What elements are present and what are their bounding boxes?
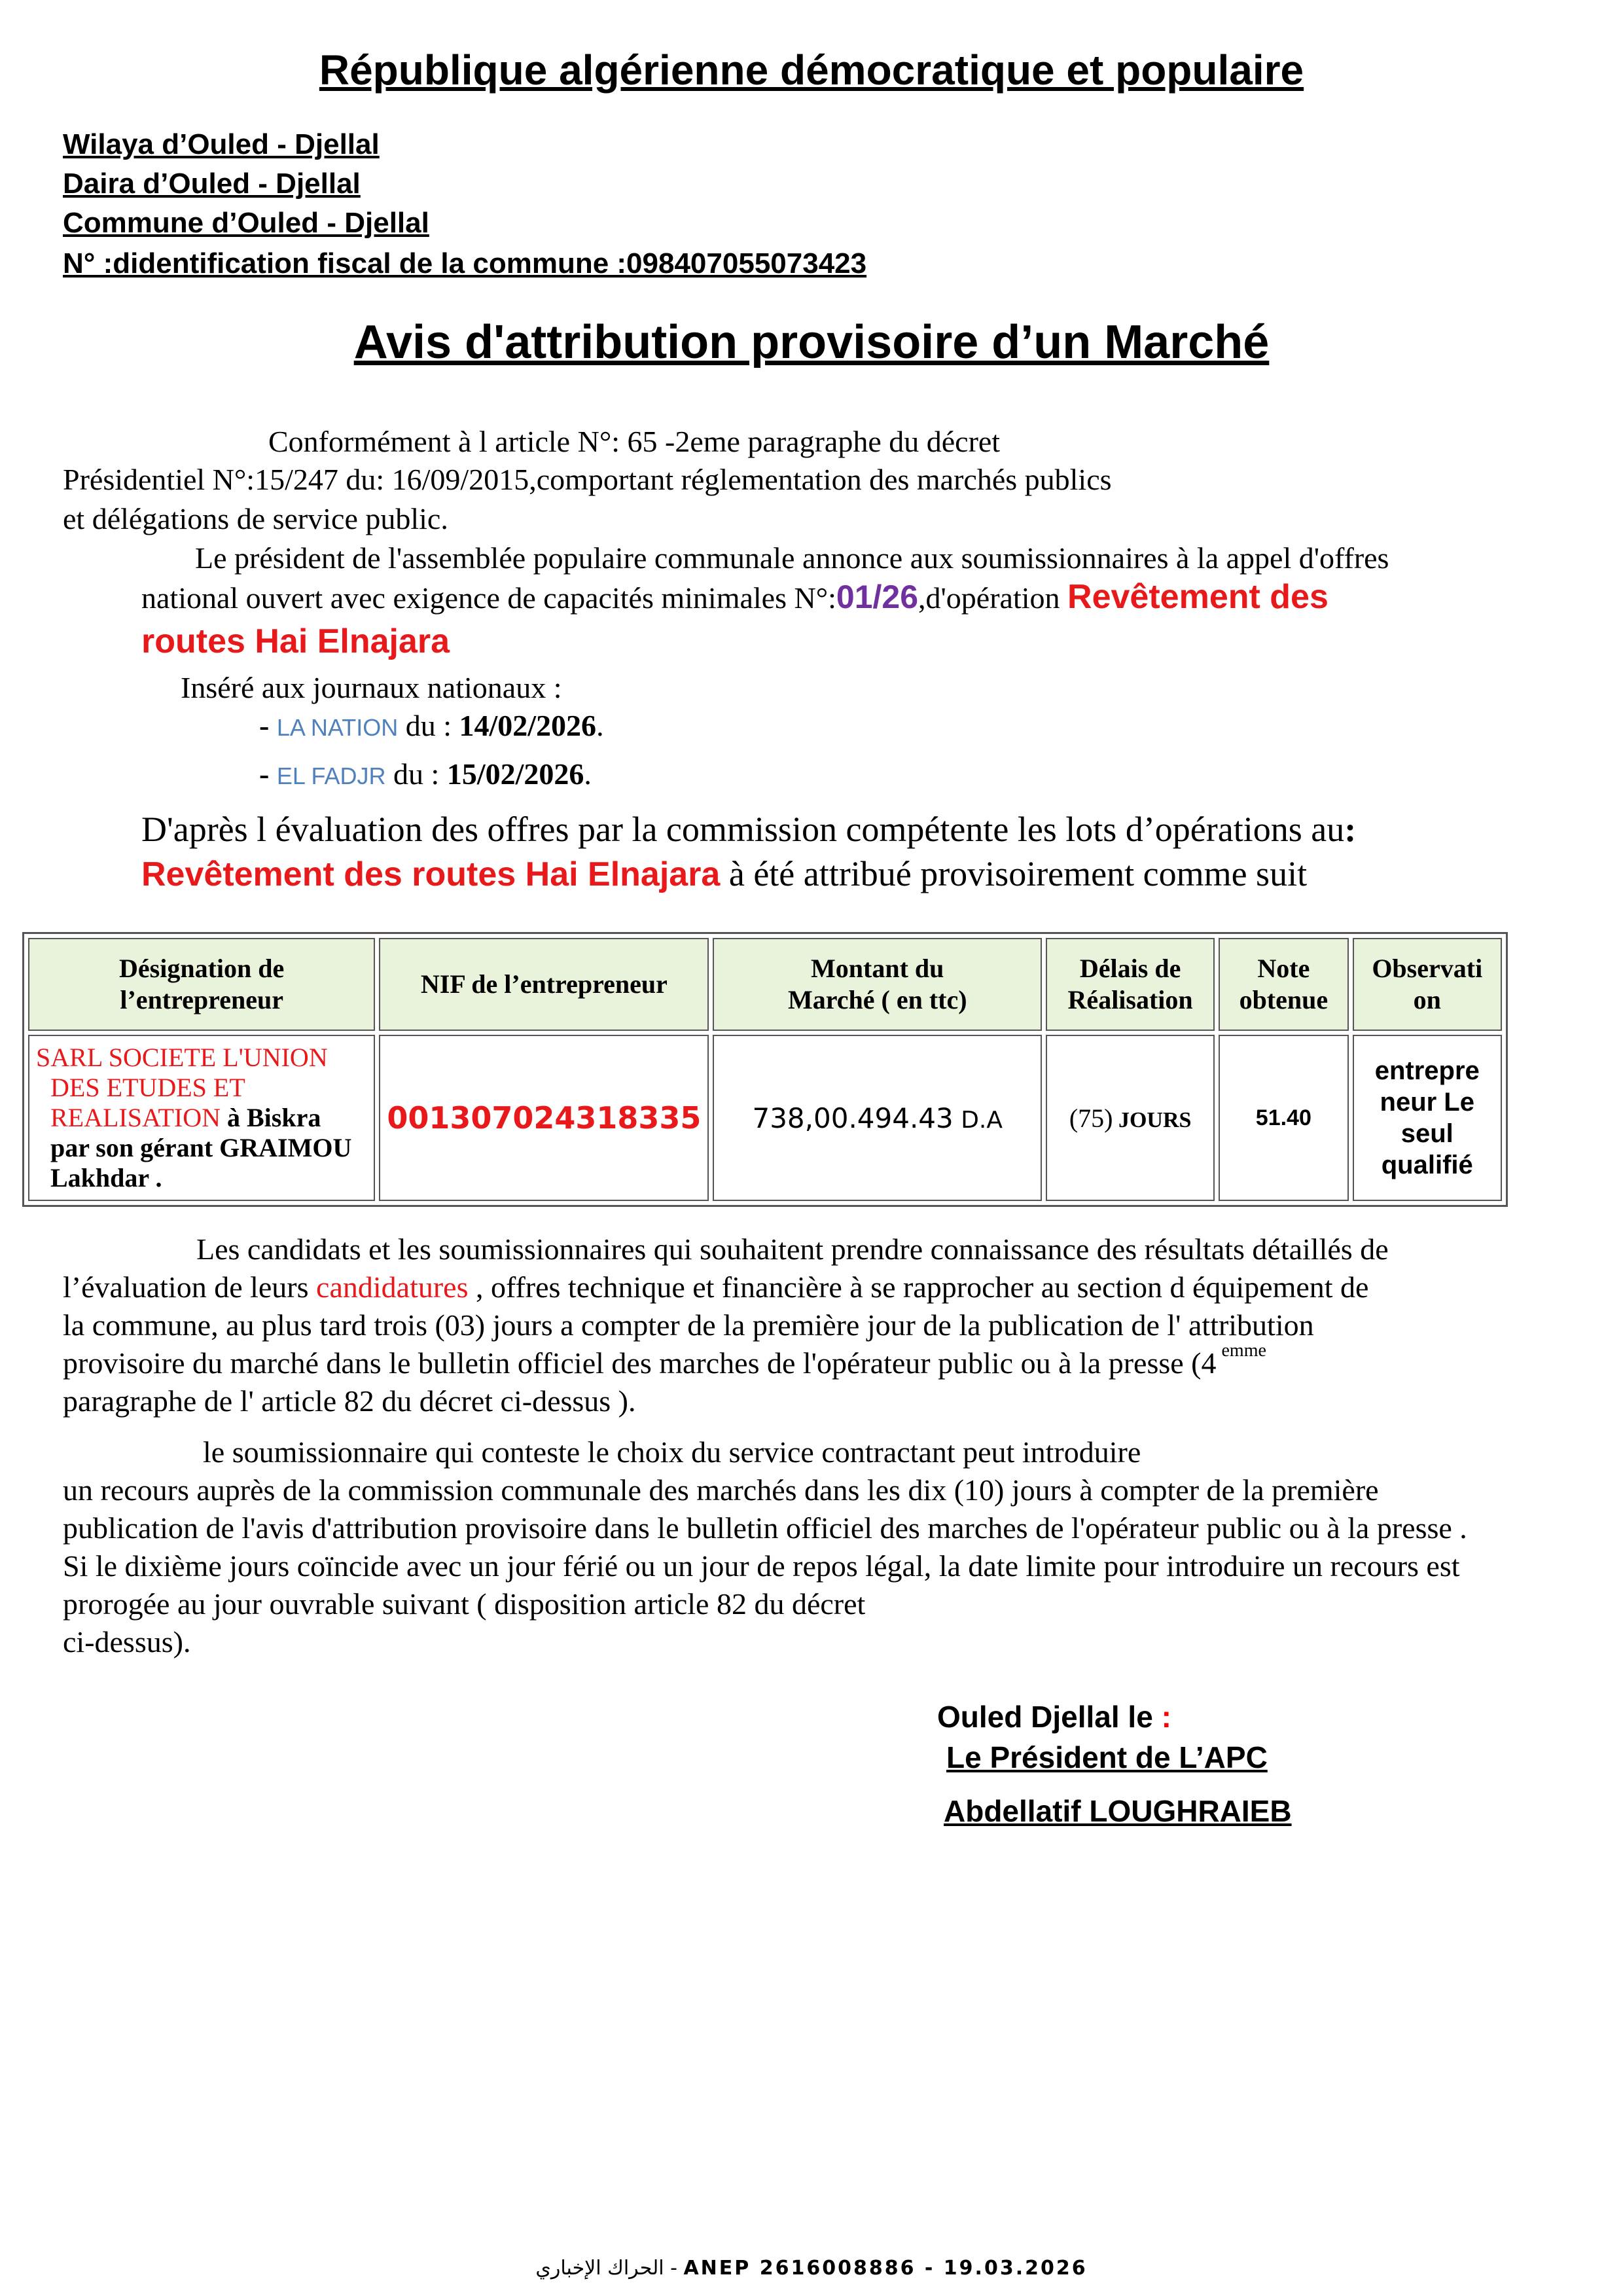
paragraph-2-line-4: Si le dixième jours coïncide avec un jour férié ou un jour de repos légal, la date limite pour introduire un recours est bbox=[63, 1549, 1460, 1583]
republic-title: République algérienne démocratique et populaire bbox=[319, 46, 1304, 94]
evaluation-line-1: D'après l évaluation des offres par la commission compétente les lots d’opérations au: bbox=[141, 810, 1357, 849]
tender-number: 01/26 bbox=[836, 579, 919, 615]
operation-name-part-2: routes Hai Elnajara bbox=[141, 622, 450, 660]
paragraph-1-line-2: l’évaluation de leurs candidatures , offres technique et financière à se rapprocher au section d équipement de bbox=[63, 1270, 1369, 1304]
footer-reference: الحراك الإخباري - ANEP 2616008886 - 19.03.2026 bbox=[535, 2257, 1088, 2280]
paragraph-1-line-3: la commune, au plus tard trois (03) jours a compter de la première jour de la publication de l' attribution bbox=[63, 1308, 1314, 1342]
evaluation-line-2: Revêtement des routes Hai Elnajara à été attribué provisoirement comme suit bbox=[141, 854, 1308, 893]
announce-line-1: Le président de l'assemblée populaire communale annonce aux soumissionnaires à la appel d'offres bbox=[195, 541, 1389, 575]
header-note: Note obtenue bbox=[1219, 938, 1348, 1031]
footer-anep-ref: ANEP 2616008886 - 19.03.2026 bbox=[683, 2257, 1088, 2280]
notice-title: Avis d'attribution provisoire d’un Marché bbox=[353, 316, 1270, 368]
candidatures-word: candidatures bbox=[316, 1270, 469, 1304]
legal-line-1: Conformément à l article N°: 65 -2eme paragraphe du décret bbox=[268, 425, 1001, 458]
award-table bbox=[22, 932, 1508, 1207]
cell-montant: 738,00.494.43 D.A bbox=[713, 1035, 1042, 1201]
cell-observation: entrepre neur Le seul qualifié bbox=[1353, 1035, 1502, 1201]
paragraph-2-line-5: prorogée au jour ouvrable suivant ( disposition article 82 du décret bbox=[63, 1587, 866, 1621]
cell-designation: SARL SOCIETE L'UNION DES ETUDES ET REALISATION à Biskra par son gérant GRAIMOU Lakhdar . bbox=[28, 1035, 375, 1201]
header-delais: Délais de Réalisation bbox=[1046, 938, 1215, 1031]
header-montant: Montant du Marché ( en ttc) bbox=[713, 938, 1042, 1031]
footer-arabic: الحراك الإخباري bbox=[535, 2257, 664, 2280]
paragraph-2-line-3: publication de l'avis d'attribution provisoire dans le bulletin officiel des marches de l'opérateur public ou à la presse . bbox=[63, 1511, 1467, 1545]
cell-delais: (75) JOURS bbox=[1046, 1035, 1215, 1201]
header-nif: NIF de l’entrepreneur bbox=[379, 938, 709, 1031]
table-header-row bbox=[28, 938, 1502, 1031]
journal-1-line: - LA NATION du : 14/02/2026. bbox=[259, 709, 604, 742]
operation-name-part-1: Revêtement des bbox=[1067, 578, 1329, 616]
announce-line-2 bbox=[141, 577, 1329, 617]
signature-role: Le Président de L’APC bbox=[946, 1740, 1268, 1774]
paragraph-1-line-5: paragraphe de l' article 82 du décret ci-dessus ). bbox=[63, 1384, 636, 1418]
journal-1-date: 14/02/2026 bbox=[459, 709, 597, 742]
operation-name-full: Revêtement des routes Hai Elnajara bbox=[141, 855, 721, 893]
paragraph-1-line-1: Les candidats et les soumissionnaires qui souhaitent prendre connaissance des résultats détaillés de bbox=[196, 1232, 1389, 1266]
cell-nif: 001307024318335 bbox=[379, 1035, 709, 1201]
paragraph-2-line-2: un recours auprès de la commission communale des marchés dans les dix (10) jours à compter de la première bbox=[63, 1473, 1379, 1507]
cell-note: 51.40 bbox=[1219, 1035, 1348, 1201]
commune-nif-line: N° :didentification fiscal de la commune :098407055073423 bbox=[63, 247, 867, 279]
paragraph-2-line-6: ci-dessus). bbox=[63, 1625, 191, 1659]
wilaya-line: Wilaya d’Ouled - Djellal bbox=[63, 128, 380, 160]
commune-line: Commune d’Ouled - Djellal bbox=[63, 207, 429, 239]
table-row bbox=[28, 1035, 1502, 1201]
inserted-in-journals: Inséré aux journaux nationaux : bbox=[181, 671, 562, 704]
signature-name: Abdellatif LOUGHRAIEB bbox=[944, 1794, 1292, 1828]
journal-2-name: EL FADJR bbox=[276, 762, 386, 789]
announce-line-2-text: national ouvert avec exigence de capacités minimales N°: bbox=[141, 581, 836, 615]
daira-line: Daira d’Ouled - Djellal bbox=[63, 168, 361, 200]
journal-2-line: - EL FADJR du : 15/02/2026. bbox=[259, 757, 592, 791]
signature-place: Ouled Djellal le : bbox=[937, 1700, 1171, 1734]
announce-line-2-operation: ,d'opération bbox=[918, 581, 1060, 615]
paragraph-1-line-4: provisoire du marché dans le bulletin officiel des marches de l'opérateur public ou à la presse (4 $^{emme}$ bbox=[63, 1340, 1266, 1380]
journal-2-date: 15/02/2026 bbox=[446, 757, 584, 791]
evaluation-text: D'après l évaluation des offres par la commission compétente les lots d’opérations au bbox=[141, 810, 1345, 849]
paragraph-2-line-1: le soumissionnaire qui conteste le choix du service contractant peut introduire bbox=[203, 1435, 1141, 1469]
legal-line-2: Présidentiel N°:15/247 du: 16/09/2015,comportant réglementation des marchés publics bbox=[63, 463, 1112, 496]
superscript-emme: emme bbox=[1221, 1340, 1266, 1361]
header-observation: Observati on bbox=[1353, 938, 1502, 1031]
legal-line-3: et délégations de service public. bbox=[63, 502, 448, 535]
journal-1-name: LA NATION bbox=[276, 714, 399, 741]
header-designation: Désignation de l’entrepreneur bbox=[28, 938, 375, 1031]
